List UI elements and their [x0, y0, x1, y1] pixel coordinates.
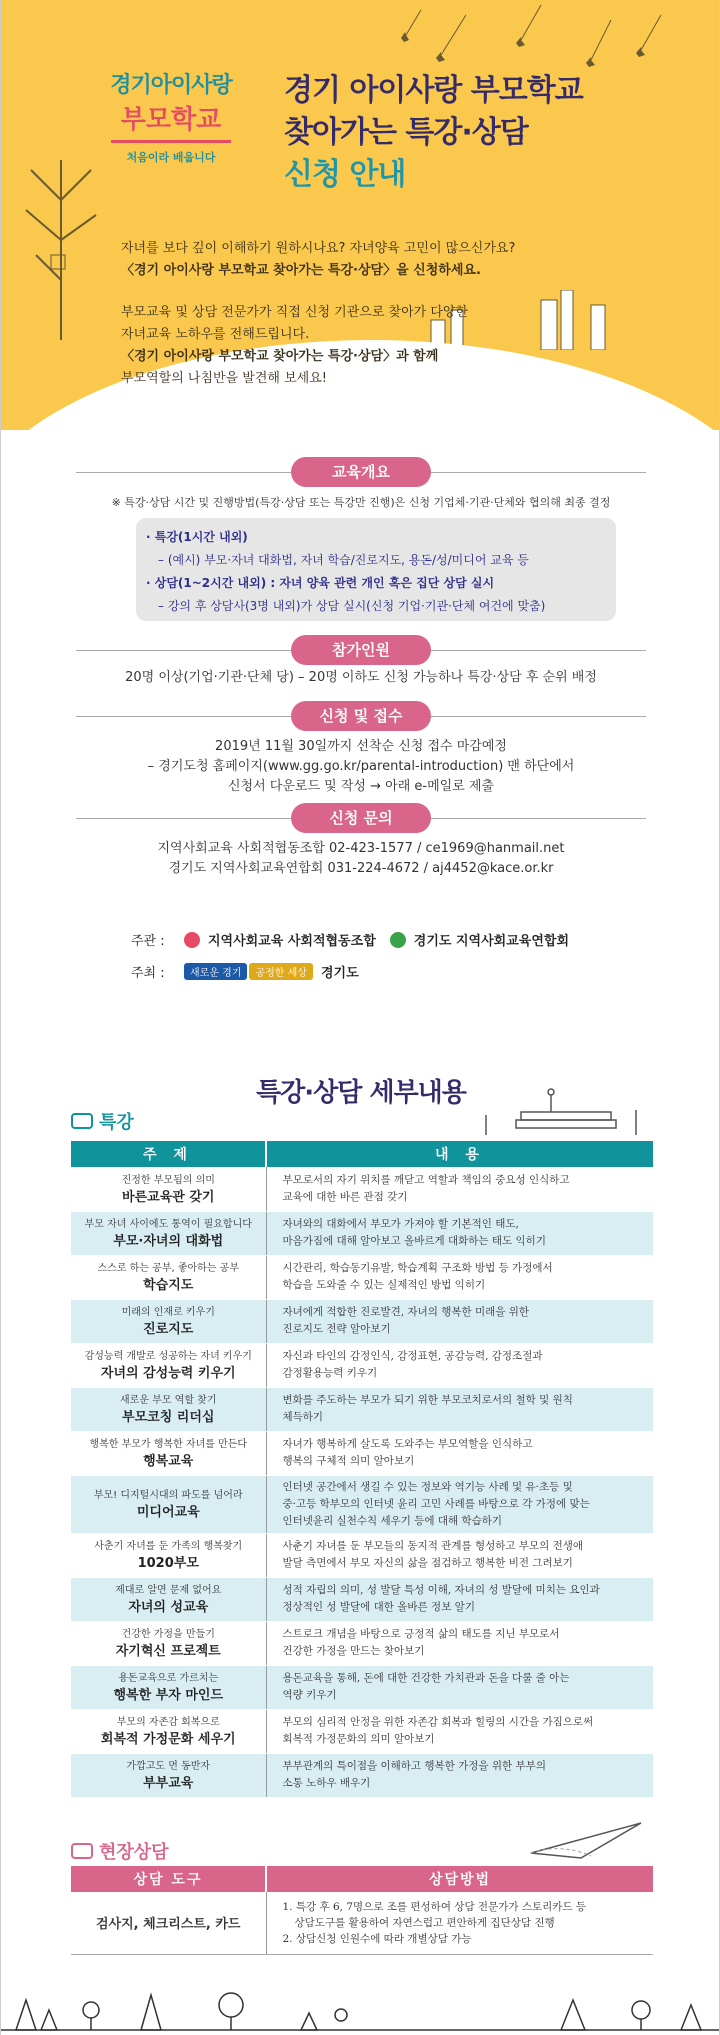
- content-line: 부부관계의 특이점을 이해하고 행복한 가정을 위한 부부의: [282, 1760, 546, 1772]
- overview-note: ※ 특강·상담 시간 및 진행방법(특강·상담 또는 특강만 진행)은 신청 기업체·기관·단체와 협의해 최종 결정: [111, 496, 611, 509]
- topic-cell: [71, 1621, 266, 1665]
- content-cell: [266, 1343, 653, 1387]
- consult-method: 1. 특강 후 6, 7명으로 조를 편성하여 상담 전문가가 스토리카드 등 상담도구를 활용하여 자연스럽고 편안하게 집단상담 진행 2. 상담신청 인원수에 따라 개별상담 가능: [266, 1892, 653, 1954]
- consult-heading: 현장상담: [71, 1838, 169, 1864]
- topic-cell: [71, 1533, 266, 1577]
- topic-subtitle: 부모! 디지털시대의 파도를 넘어라: [93, 1490, 243, 1501]
- topic-title: 부모코칭 리더십: [122, 1410, 215, 1425]
- association-logo-icon: [390, 932, 406, 948]
- topic-subtitle: 감성능력 개발로 성공하는 자녀 키우기: [84, 1351, 252, 1362]
- topic-cell: [71, 1299, 266, 1343]
- table-row: [71, 1621, 653, 1665]
- topic-cell: [71, 1431, 266, 1475]
- topic-title: 학습지도: [143, 1278, 194, 1293]
- inquiry-line: 경기도 지역사회교육연합회 031-224-4672 / aj4452@kace.or.kr: [168, 861, 554, 876]
- topic-title: 부부교육: [143, 1776, 194, 1791]
- page-title: [284, 70, 583, 196]
- logo-rule: [111, 140, 231, 143]
- content-line: 정상적인 성 발달에 대한 올바른 정보 알기: [282, 1601, 475, 1613]
- table-row: [71, 1475, 653, 1533]
- content-line: 역량 키우기: [282, 1689, 337, 1701]
- apply-line: 2019년 11월 30일까지 선착순 신청 접수 마감예정: [215, 739, 507, 754]
- intro-line: 부모교육 및 상담 전문가가 직접 신청 기관으로 찾아가 다양한: [121, 305, 469, 320]
- col-tool: 상담 도구: [71, 1866, 266, 1892]
- title-line1: 경기 아이사랑 부모학교: [284, 73, 583, 108]
- topic-cell: [71, 1577, 266, 1621]
- topic-title: 자기혁신 프로젝트: [115, 1644, 221, 1659]
- topic-cell: [71, 1709, 266, 1753]
- topic-cell: [71, 1475, 266, 1533]
- content-line: 학습을 도와줄 수 있는 실제적인 방법 익히기: [282, 1279, 486, 1291]
- apply-line: 신청서 다운로드 및 작성 → 아래 e-메일로 제출: [228, 779, 494, 794]
- content-cell: [266, 1753, 653, 1797]
- col-topic: 주 제: [71, 1141, 266, 1167]
- content-cell: [266, 1167, 653, 1211]
- content-line: 사춘기 자녀를 둔 부모들의 동지적 관계를 형성하고 부모의 전생애: [282, 1540, 584, 1552]
- title-line3: 신청 안내: [284, 157, 406, 192]
- content-cell: [266, 1621, 653, 1665]
- content-line: 중·고등 학부모의 인터넷 윤리 고민 사례를 바탕으로 각 가정에 맞는: [282, 1497, 590, 1510]
- table-row: [71, 1167, 653, 1211]
- content-line: 변화를 주도하는 부모가 되기 위한 부모코치로서의 철학 및 원칙: [282, 1394, 573, 1406]
- table-row: [71, 1892, 653, 1954]
- table-row: [71, 1577, 653, 1621]
- footer-trees-icon: [1, 1975, 720, 2035]
- content-line: 부모로서의 자기 위치를 깨닫고 역할과 책임의 중요성 인식하고: [282, 1173, 570, 1186]
- slogan-tag: 공정한 세상: [249, 963, 312, 980]
- hero-banner: [1, 0, 720, 430]
- host2-name: 경기도 지역사회교육연합회: [413, 934, 570, 949]
- topic-subtitle: 가깝고도 먼 동반자: [126, 1761, 211, 1772]
- logo: [101, 68, 241, 165]
- topic-title: 자녀의 성교육: [128, 1600, 209, 1615]
- topic-subtitle: 건강한 가정을 만들기: [121, 1629, 215, 1640]
- content-cell: [266, 1211, 653, 1255]
- topic-title: 1020부모: [137, 1556, 199, 1571]
- table-row: [71, 1665, 653, 1709]
- content-line: 부모의 심리적 안정을 위한 자존감 회복과 힐링의 시간을 가짐으로써: [282, 1716, 594, 1728]
- content-line: 자신과 타인의 감정인식, 감정표현, 공감능력, 감정조절과: [282, 1350, 543, 1362]
- table-row: [71, 1211, 653, 1255]
- topic-subtitle: 새로운 부모 역할 찾기: [120, 1395, 217, 1406]
- content-line: 소통 노하우 배우기: [282, 1777, 371, 1789]
- tree-illustration-icon: [11, 140, 111, 340]
- inquiry-title: 신청 문의: [291, 803, 431, 833]
- topic-subtitle: 사춘기 자녀를 둔 가족의 행복찾기: [94, 1541, 243, 1552]
- topic-cell: [71, 1343, 266, 1387]
- apply-title: 신청 및 접수: [291, 701, 431, 731]
- content-line: 스트로크 개념을 바탕으로 긍정적 삶의 태도를 지닌 부모로서: [282, 1628, 560, 1640]
- intro-text: [121, 238, 581, 390]
- table-row: [71, 1753, 653, 1797]
- content-cell: [266, 1665, 653, 1709]
- overview-item: · 특강(1시간 내외): [146, 530, 248, 544]
- table-row: [71, 1255, 653, 1299]
- content-cell: [266, 1255, 653, 1299]
- topic-title: 바른교육관 갖기: [122, 1189, 215, 1205]
- title-line2: 찾아가는 특강·상담: [284, 115, 528, 150]
- table-row: [71, 1709, 653, 1753]
- chat-bubble-icon: [71, 1843, 93, 1859]
- topic-title: 진로지도: [143, 1322, 194, 1337]
- content-line: 발달 측면에서 부모 자신의 삶을 점검하고 행복한 비전 그려보기: [282, 1557, 573, 1569]
- topic-title: 자녀의 감성능력 키우기: [100, 1366, 236, 1381]
- table-row: [71, 1533, 653, 1577]
- intro-line: 자녀를 보다 깊이 이해하기 원하시나요? 자녀양육 고민이 많으신가요?: [121, 241, 516, 256]
- topic-cell: [71, 1665, 266, 1709]
- content-cell: [266, 1299, 653, 1343]
- intro-line: 부모역할의 나침반을 발견해 보세요!: [121, 371, 327, 386]
- intro-line: 〈경기 아이사랑 부모학교 찾아가는 특강·상담〉과 함께: [121, 349, 439, 364]
- content-line: 자녀가 행복하게 살도록 도와주는 부모역할을 인식하고: [282, 1438, 533, 1450]
- topic-title: 부모·자녀의 대화법: [113, 1234, 224, 1249]
- inquiry-line: 지역사회교육 사회적협동조합 02-423-1577 / ce1969@hanmail.net: [157, 841, 565, 856]
- logo-line2: 부모학교: [120, 105, 222, 135]
- topic-subtitle: 부모의 자존감 회복으로: [116, 1717, 220, 1728]
- organizer-name: 경기도: [320, 966, 359, 981]
- overview-box: [136, 518, 616, 621]
- intro-line: 〈경기 아이사랑 부모학교 찾아가는 특강·상담〉을 신청하세요.: [121, 263, 481, 278]
- organizer-label: 주최 :: [131, 966, 165, 981]
- table-row: [71, 1431, 653, 1475]
- overview-item: · 상담(1~2시간 내외) : 자녀 양육 관련 개인 혹은 집단 상담 실시: [146, 576, 495, 590]
- paper-plane-icon: [521, 1818, 651, 1863]
- topic-subtitle: 스스로 하는 공부, 좋아하는 공부: [97, 1263, 239, 1274]
- content-line: 감정활용능력 키우기: [282, 1367, 378, 1379]
- content-line: 시간관리, 학습동기유발, 학습계획 구조화 방법 등 가정에서: [282, 1262, 553, 1274]
- chat-bubble-icon: [71, 1113, 93, 1129]
- content-line: 회복적 가정문화의 의미 알아보기: [282, 1733, 435, 1745]
- content-cell: [266, 1431, 653, 1475]
- topic-cell: [71, 1753, 266, 1797]
- content-line: 인터넷윤리 실천수칙 세우기 등에 대해 학습하기: [282, 1514, 503, 1527]
- topic-cell: [71, 1387, 266, 1431]
- content-line: 용돈교육을 통해, 돈에 대한 건강한 가치관과 돈을 다룰 줄 아는: [282, 1672, 570, 1684]
- detail-title: 특강·상담 세부내용: [256, 1078, 466, 1108]
- content-line: 마음가짐에 대해 알아보고 올바르게 대화하는 태도 익히기: [282, 1235, 546, 1247]
- host1-name: 지역사회교육 사회적협동조합: [208, 934, 376, 949]
- topic-subtitle: 미래의 인재로 키우기: [121, 1307, 215, 1318]
- table-row: [71, 1299, 653, 1343]
- topic-subtitle: 제대로 알면 문제 없어요: [115, 1585, 222, 1596]
- books-illustration-icon: [476, 1085, 646, 1140]
- lecture-table: [71, 1141, 653, 1798]
- topic-subtitle: 용돈교육으로 가르치는: [118, 1673, 219, 1684]
- topic-title: 미디어교육: [136, 1505, 200, 1520]
- content-cell: [266, 1709, 653, 1753]
- consult-tool: 검사지, 체크리스트, 카드: [71, 1892, 266, 1954]
- consult-table: [71, 1866, 653, 1955]
- col-method: 상담방법: [266, 1866, 653, 1892]
- col-content: 내 용: [266, 1141, 653, 1167]
- content-line: 인터넷 공간에서 생길 수 있는 정보와 역기능 사례 및 유·초등 및: [282, 1480, 573, 1493]
- content-cell: [266, 1387, 653, 1431]
- overview-item: – (예시) 부모·자녀 대화법, 자녀 학습/진로지도, 용돈/성/미디어 교육 등: [158, 553, 529, 567]
- topic-subtitle: 진정한 부모됨의 의미: [121, 1174, 215, 1186]
- logo-tagline: 처음이라 배웁니다: [126, 151, 216, 164]
- intro-line: 자녀교육 노하우를 전해드립니다.: [121, 327, 310, 342]
- host-row: [131, 930, 569, 949]
- topic-cell: [71, 1255, 266, 1299]
- logo-line1: 경기아이사랑: [110, 73, 232, 98]
- content-line: 자녀에게 적합한 진로발견, 자녀의 행복한 미래을 위한: [282, 1306, 530, 1318]
- content-line: 진로지도 전략 알아보기: [282, 1323, 391, 1335]
- topic-subtitle: 행복한 부모가 행복한 자녀를 만든다: [89, 1439, 248, 1450]
- participants-title: 참가인원: [291, 635, 431, 665]
- topic-title: 회복적 가정문화 세우기: [100, 1732, 236, 1747]
- content-line: 성적 자립의 의미, 성 발달 특성 이해, 자녀의 성 발달에 미치는 요인과: [282, 1584, 600, 1596]
- content-line: 건강한 가정을 만드는 찾아보기: [282, 1645, 425, 1657]
- content-cell: [266, 1475, 653, 1533]
- apply-line: – 경기도청 홈페이지(www.gg.go.kr/parental-introduction) 맨 하단에서: [147, 759, 575, 774]
- content-line: 체득하기: [282, 1411, 324, 1423]
- topic-title: 행복한 부자 마인드: [113, 1688, 224, 1703]
- topic-subtitle: 부모 자녀 사이에도 통역이 필요합니다: [84, 1219, 252, 1230]
- content-line: 자녀와의 대화에서 부모가 가져야 할 기본적인 태도,: [282, 1218, 519, 1230]
- table-row: [71, 1387, 653, 1431]
- content-cell: [266, 1533, 653, 1577]
- topic-cell: [71, 1211, 266, 1255]
- content-line: 교육에 대한 바른 관점 갖기: [282, 1190, 408, 1203]
- participants-text: 20명 이상(기업·기관·단체 당) – 20명 이하도 신청 가능하나 특강·상담 후 순위 배정: [125, 670, 597, 685]
- lecture-heading: 특강: [71, 1108, 134, 1134]
- overview-title: 교육개요: [291, 457, 431, 487]
- table-row: [71, 1343, 653, 1387]
- topic-cell: [71, 1167, 266, 1211]
- host-label: 주관 :: [131, 934, 165, 949]
- content-cell: [266, 1577, 653, 1621]
- topic-title: 행복교육: [143, 1454, 194, 1469]
- slogan-tag: 새로운 경기: [184, 963, 247, 980]
- coop-logo-icon: [184, 932, 200, 948]
- overview-item: – 강의 후 상담사(3명 내외)가 상담 실시(신청 기업·기관·단체 여건에 맞춤): [158, 599, 546, 613]
- content-line: 행복의 구체적 의미 알아보기: [282, 1455, 415, 1467]
- organizer-row: [131, 962, 359, 981]
